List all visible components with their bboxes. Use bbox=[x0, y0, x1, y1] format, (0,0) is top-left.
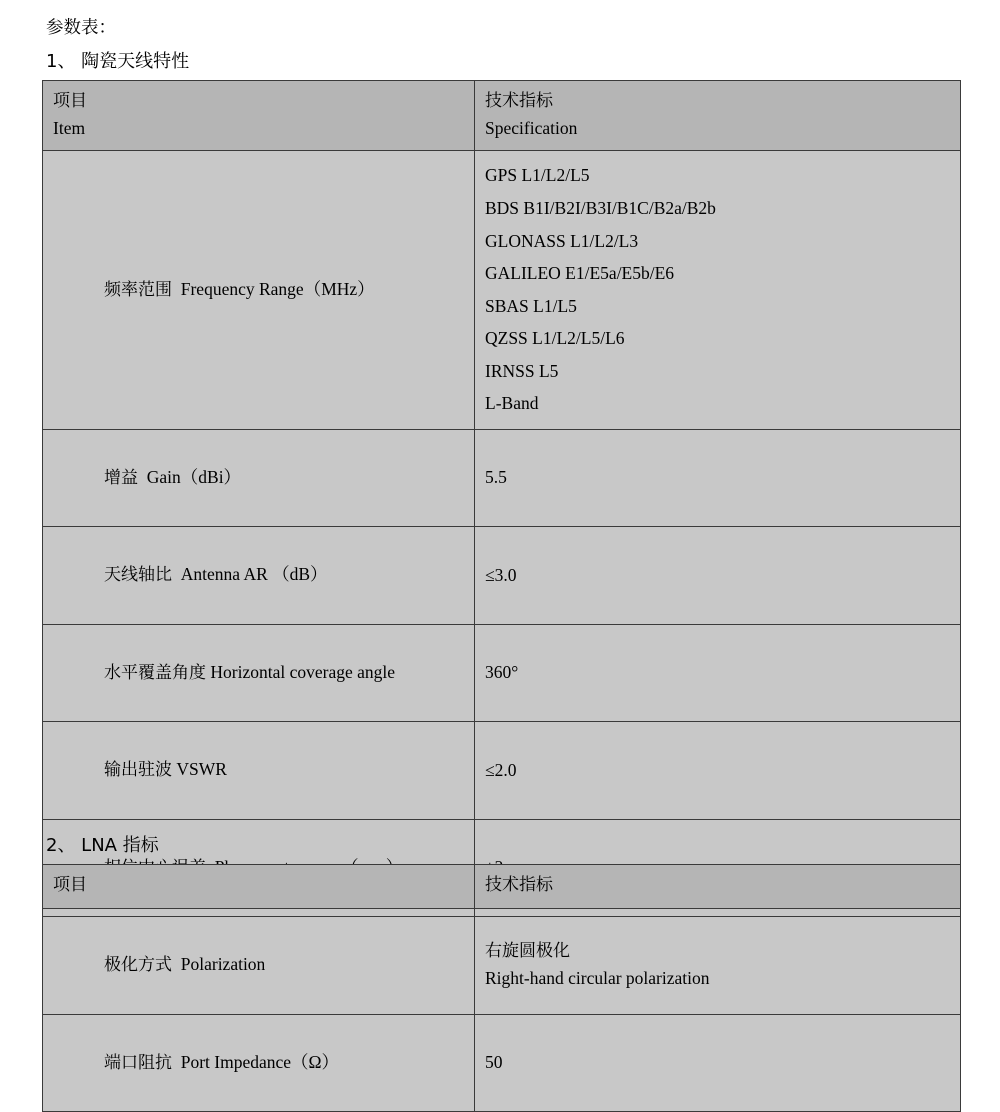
cell-value: 50 bbox=[485, 1052, 503, 1073]
table-header-row bbox=[43, 81, 961, 151]
section-heading-1: 1、 陶瓷天线特性 bbox=[46, 51, 190, 72]
table-row bbox=[43, 722, 961, 819]
header-item-cn: 项目 bbox=[53, 91, 87, 111]
row-label-cn: 极化方式 bbox=[104, 955, 172, 976]
table-header-item bbox=[43, 81, 475, 151]
table-row bbox=[43, 527, 961, 624]
header-item-en: Item bbox=[53, 117, 86, 138]
freq-item: QZSS L1/L2/L5/L6 bbox=[485, 328, 625, 349]
row-label-vswr bbox=[43, 722, 475, 819]
row-label-en: Horizontal coverage angle bbox=[210, 661, 396, 682]
table-header-row bbox=[43, 865, 961, 909]
table2-header-specification bbox=[475, 865, 961, 909]
row-label-cn: 天线轴比 bbox=[104, 565, 172, 586]
cell-value-en: Right-hand circular polarization bbox=[485, 967, 710, 988]
row-label-en: Frequency Range（MHz） bbox=[180, 278, 375, 299]
row-label-en: VSWR bbox=[176, 759, 227, 780]
row-label-en: Gain（dBi） bbox=[146, 466, 242, 487]
row-label-en: Antenna AR （dB） bbox=[180, 564, 328, 585]
cell-value: 5.5 bbox=[485, 467, 507, 488]
row-value-port-impedance bbox=[475, 1014, 961, 1111]
row-value-polarization bbox=[475, 917, 961, 1014]
header-item-cn: 项目 bbox=[53, 875, 87, 895]
row-value-antenna-ar bbox=[475, 527, 961, 624]
lna-spec-table bbox=[42, 864, 961, 909]
row-label-cn: 端口阻抗 bbox=[104, 1052, 172, 1073]
header-spec-cn: 技术指标 bbox=[485, 91, 553, 111]
freq-item: SBAS L1/L5 bbox=[485, 295, 577, 316]
freq-item: GLONASS L1/L2/L3 bbox=[485, 230, 639, 251]
cell-value: ≤3.0 bbox=[485, 564, 517, 585]
row-label-cn: 输出驻波 bbox=[104, 760, 172, 781]
cell-value-cn: 右旋圆极化 bbox=[485, 940, 570, 961]
section-heading-2: 2、 LNA 指标 bbox=[46, 835, 159, 856]
table-row bbox=[43, 151, 961, 429]
row-value-vswr bbox=[475, 722, 961, 819]
row-label-polarization bbox=[43, 917, 475, 1014]
ceramic-antenna-spec-table bbox=[42, 80, 961, 1112]
table2-header-item bbox=[43, 865, 475, 909]
table-row bbox=[43, 1014, 961, 1111]
freq-item: IRNSS L5 bbox=[485, 360, 559, 381]
table-row bbox=[43, 624, 961, 721]
row-label-cn: 增益 bbox=[104, 467, 138, 488]
row-label-gain bbox=[43, 429, 475, 526]
table-header-specification bbox=[475, 81, 961, 151]
row-label-cn: 频率范围 bbox=[104, 279, 172, 300]
cell-value: ≤2.0 bbox=[485, 759, 517, 780]
row-label-en: Polarization bbox=[180, 954, 266, 975]
freq-item: GPS L1/L2/L5 bbox=[485, 165, 590, 186]
header-spec-en: Specification bbox=[485, 117, 578, 138]
row-value-gain bbox=[475, 429, 961, 526]
row-label-en: Port Impedance（Ω） bbox=[180, 1051, 340, 1072]
freq-item: L-Band bbox=[485, 393, 539, 414]
freq-item: GALILEO E1/E5a/E5b/E6 bbox=[485, 263, 675, 284]
row-label-cn: 水平覆盖角度 bbox=[104, 662, 206, 683]
row-label-antenna-ar bbox=[43, 527, 475, 624]
cell-value: 360° bbox=[485, 662, 519, 683]
table-row bbox=[43, 429, 961, 526]
table-row bbox=[43, 917, 961, 1014]
header-spec-cn: 技术指标 bbox=[485, 875, 553, 895]
row-value-horizontal-coverage-angle bbox=[475, 624, 961, 721]
intro-text: 参数表： bbox=[46, 18, 116, 38]
row-value-frequency-range bbox=[475, 151, 961, 429]
row-label-port-impedance bbox=[43, 1014, 475, 1111]
freq-item: BDS B1I/B2I/B3I/B1C/B2a/B2b bbox=[485, 197, 716, 218]
row-label-horizontal-coverage-angle bbox=[43, 624, 475, 721]
row-label-frequency-range bbox=[43, 151, 475, 429]
